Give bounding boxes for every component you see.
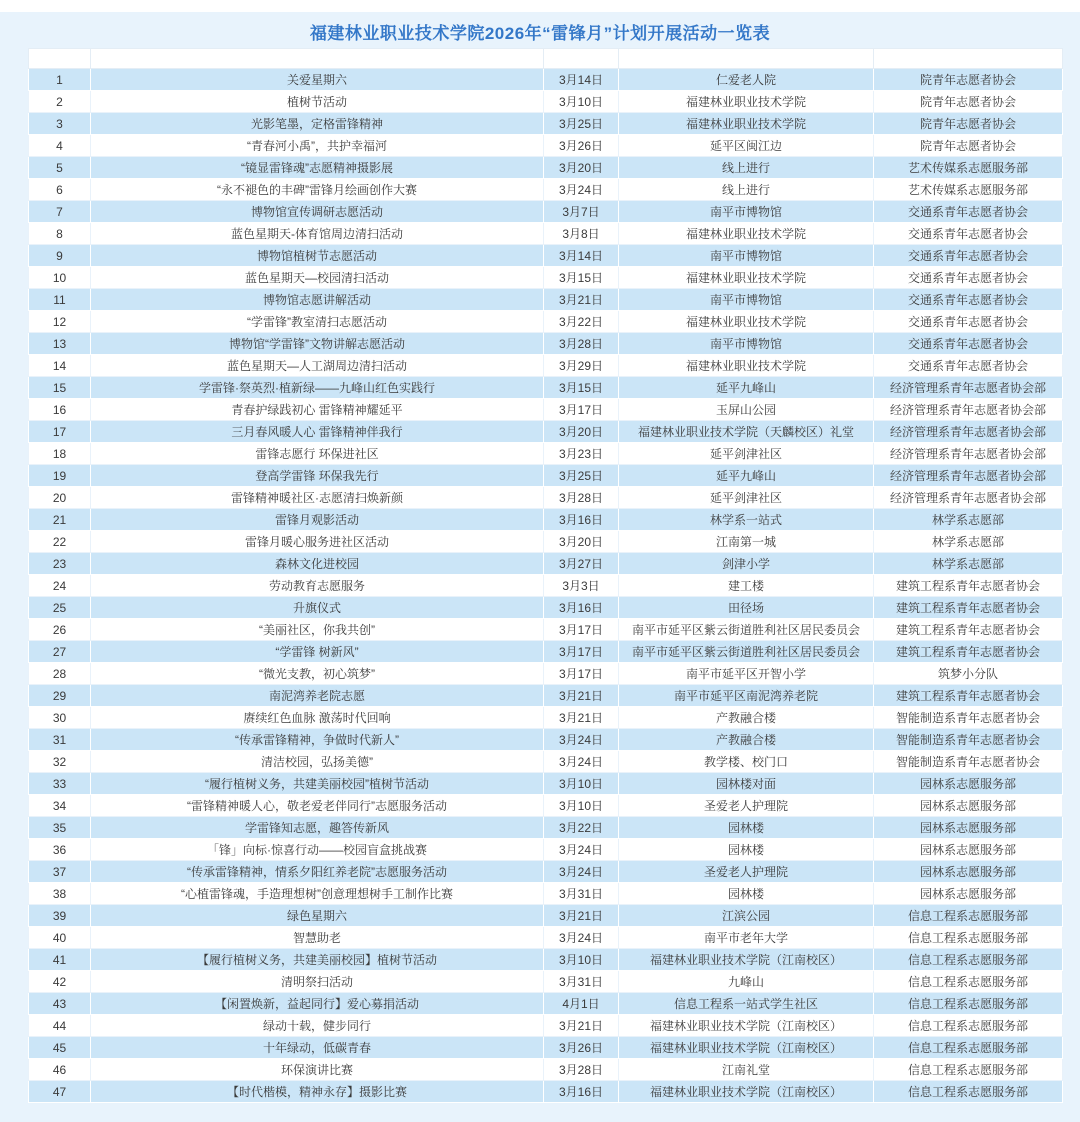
- row-number-cell: 32: [29, 751, 91, 773]
- activity-schedule-table: [28, 48, 1063, 1103]
- date-cell: 3月29日: [544, 355, 619, 377]
- table-row: [29, 113, 1063, 135]
- table-row: [29, 531, 1063, 553]
- date-cell: 3月17日: [544, 641, 619, 663]
- department-cell: 经济管理系青年志愿者协会部: [874, 421, 1063, 443]
- date-cell: 3月24日: [544, 751, 619, 773]
- table-row: [29, 817, 1063, 839]
- row-number-cell: 8: [29, 223, 91, 245]
- row-number-cell: 1: [29, 69, 91, 91]
- department-cell: 经济管理系青年志愿者协会部: [874, 465, 1063, 487]
- department-cell: 信息工程系志愿服务部: [874, 1015, 1063, 1037]
- date-cell: 3月14日: [544, 69, 619, 91]
- row-number-cell: 19: [29, 465, 91, 487]
- date-cell: 3月20日: [544, 421, 619, 443]
- row-number-cell: 46: [29, 1059, 91, 1081]
- table-row: [29, 1015, 1063, 1037]
- table-row: [29, 663, 1063, 685]
- activity-name-cell: 博物馆植树节志愿活动: [91, 245, 544, 267]
- date-cell: 3月31日: [544, 883, 619, 905]
- date-cell: 3月22日: [544, 311, 619, 333]
- row-number-cell: 39: [29, 905, 91, 927]
- activity-name-cell: 绿动十载，健步同行: [91, 1015, 544, 1037]
- table-row: [29, 487, 1063, 509]
- date-cell: 3月25日: [544, 113, 619, 135]
- department-cell: 林学系志愿部: [874, 553, 1063, 575]
- table-row: [29, 377, 1063, 399]
- location-cell: 九峰山: [619, 971, 874, 993]
- row-number-cell: 2: [29, 91, 91, 113]
- department-cell: 信息工程系志愿服务部: [874, 993, 1063, 1015]
- activity-name-cell: 蓝色星期天-体育馆周边清扫活动: [91, 223, 544, 245]
- location-cell: 延平剑津社区: [619, 487, 874, 509]
- location-cell: 延平区闽江边: [619, 135, 874, 157]
- activity-name-cell: 学雷锋知志愿，趣答传新风: [91, 817, 544, 839]
- activity-name-cell: 【闲置焕新，益起同行】爱心募捐活动: [91, 993, 544, 1015]
- row-number-cell: 47: [29, 1081, 91, 1103]
- location-cell: 南平市博物馆: [619, 201, 874, 223]
- location-cell: 南平市博物馆: [619, 289, 874, 311]
- table-row: [29, 971, 1063, 993]
- activity-name-cell: 赓续红色血脉 激荡时代回响: [91, 707, 544, 729]
- department-cell: 园林系志愿服务部: [874, 861, 1063, 883]
- location-cell: 南平市延平区开智小学: [619, 663, 874, 685]
- table-row: [29, 201, 1063, 223]
- department-cell: 信息工程系志愿服务部: [874, 1059, 1063, 1081]
- activity-name-cell: 三月春风暖人心 雷锋精神伴我行: [91, 421, 544, 443]
- department-cell: 园林系志愿服务部: [874, 795, 1063, 817]
- table-row: [29, 553, 1063, 575]
- table-row: [29, 685, 1063, 707]
- location-cell: 建工楼: [619, 575, 874, 597]
- activity-name-cell: 博物馆宣传调研志愿活动: [91, 201, 544, 223]
- date-cell: 3月16日: [544, 597, 619, 619]
- table-row: [29, 861, 1063, 883]
- activity-name-cell: 蓝色星期天—人工湖周边清扫活动: [91, 355, 544, 377]
- location-cell: 南平市延平区紫云街道胜利社区居民委员会: [619, 619, 874, 641]
- department-cell: 建筑工程系青年志愿者协会: [874, 641, 1063, 663]
- location-cell: 圣爱老人护理院: [619, 795, 874, 817]
- row-number-cell: 37: [29, 861, 91, 883]
- department-cell: 信息工程系志愿服务部: [874, 905, 1063, 927]
- department-cell: 艺术传媒系志愿服务部: [874, 157, 1063, 179]
- department-cell: 交通系青年志愿者协会: [874, 289, 1063, 311]
- activity-name-cell: 登高学雷锋 环保我先行: [91, 465, 544, 487]
- activity-name-cell: 青春护绿践初心 雷锋精神耀延平: [91, 399, 544, 421]
- department-cell: 园林系志愿服务部: [874, 839, 1063, 861]
- activity-name-cell: 雷锋月暖心服务进社区活动: [91, 531, 544, 553]
- location-cell: 福建林业职业技术学院: [619, 223, 874, 245]
- location-cell: 产教融合楼: [619, 729, 874, 751]
- date-cell: 3月24日: [544, 839, 619, 861]
- row-number-cell: 25: [29, 597, 91, 619]
- row-number-cell: 22: [29, 531, 91, 553]
- date-cell: 3月22日: [544, 817, 619, 839]
- activity-name-cell: 雷锋月观影活动: [91, 509, 544, 531]
- department-cell: 筑梦小分队: [874, 663, 1063, 685]
- date-cell: 3月20日: [544, 531, 619, 553]
- table-row: [29, 157, 1063, 179]
- table-row: [29, 289, 1063, 311]
- activity-name-cell: 博物馆“学雷锋”文物讲解志愿活动: [91, 333, 544, 355]
- row-number-cell: 24: [29, 575, 91, 597]
- location-cell: 福建林业职业技术学院（江南校区）: [619, 1037, 874, 1059]
- row-number-cell: 35: [29, 817, 91, 839]
- table-row: [29, 1037, 1063, 1059]
- department-cell: 林学系志愿部: [874, 509, 1063, 531]
- location-cell: 江南第一城: [619, 531, 874, 553]
- activity-name-cell: 雷锋精神暖社区·志愿清扫焕新颜: [91, 487, 544, 509]
- department-cell: 交通系青年志愿者协会: [874, 223, 1063, 245]
- department-cell: 交通系青年志愿者协会: [874, 267, 1063, 289]
- location-cell: 南平市延平区南泥湾养老院: [619, 685, 874, 707]
- location-cell: 信息工程系一站式学生社区: [619, 993, 874, 1015]
- row-number-cell: 21: [29, 509, 91, 531]
- table-row: [29, 949, 1063, 971]
- row-number-cell: 45: [29, 1037, 91, 1059]
- table-row: [29, 927, 1063, 949]
- date-cell: 3月31日: [544, 971, 619, 993]
- row-number-cell: 38: [29, 883, 91, 905]
- activity-name-cell: 关爱星期六: [91, 69, 544, 91]
- date-cell: 3月26日: [544, 135, 619, 157]
- location-cell: 福建林业职业技术学院: [619, 113, 874, 135]
- department-cell: 艺术传媒系志愿服务部: [874, 179, 1063, 201]
- row-number-cell: 4: [29, 135, 91, 157]
- activity-name-cell: 植树节活动: [91, 91, 544, 113]
- table-row: [29, 773, 1063, 795]
- location-cell: 玉屏山公园: [619, 399, 874, 421]
- department-cell: 信息工程系志愿服务部: [874, 949, 1063, 971]
- row-number-cell: 27: [29, 641, 91, 663]
- location-cell: 圣爱老人护理院: [619, 861, 874, 883]
- department-cell: 交通系青年志愿者协会: [874, 333, 1063, 355]
- date-cell: 3月28日: [544, 333, 619, 355]
- activity-name-cell: “学雷锋”教室清扫志愿活动: [91, 311, 544, 333]
- date-cell: 3月28日: [544, 1059, 619, 1081]
- location-cell: 剑津小学: [619, 553, 874, 575]
- date-cell: 3月28日: [544, 487, 619, 509]
- location-cell: 田径场: [619, 597, 874, 619]
- row-number-cell: 29: [29, 685, 91, 707]
- location-cell: 福建林业职业技术学院: [619, 267, 874, 289]
- department-cell: 智能制造系青年志愿者协会: [874, 729, 1063, 751]
- department-cell: 院青年志愿者协会: [874, 113, 1063, 135]
- row-number-cell: 43: [29, 993, 91, 1015]
- activity-name-cell: 升旗仪式: [91, 597, 544, 619]
- activity-name-cell: 智慧助老: [91, 927, 544, 949]
- activity-name-cell: 学雷锋·祭英烈·植新绿——九峰山红色实践行: [91, 377, 544, 399]
- activity-name-cell: “雷锋精神暖人心，敬老爱老伴同行”志愿服务活动: [91, 795, 544, 817]
- date-cell: 3月17日: [544, 663, 619, 685]
- table-row: [29, 1081, 1063, 1103]
- department-cell: 园林系志愿服务部: [874, 883, 1063, 905]
- date-cell: 3月23日: [544, 443, 619, 465]
- row-number-cell: 42: [29, 971, 91, 993]
- table-row: [29, 399, 1063, 421]
- row-number-cell: 10: [29, 267, 91, 289]
- date-cell: 3月24日: [544, 729, 619, 751]
- date-cell: 3月20日: [544, 157, 619, 179]
- department-cell: 信息工程系志愿服务部: [874, 1081, 1063, 1103]
- table-row: [29, 509, 1063, 531]
- table-row: [29, 575, 1063, 597]
- table-body: [29, 69, 1063, 1103]
- date-cell: 3月17日: [544, 619, 619, 641]
- header-cell-number: [29, 49, 91, 69]
- location-cell: 延平九峰山: [619, 377, 874, 399]
- location-cell: 福建林业职业技术学院: [619, 91, 874, 113]
- activity-name-cell: 绿色星期六: [91, 905, 544, 927]
- row-number-cell: 34: [29, 795, 91, 817]
- table-row: [29, 905, 1063, 927]
- row-number-cell: 3: [29, 113, 91, 135]
- department-cell: 院青年志愿者协会: [874, 135, 1063, 157]
- table-row: [29, 69, 1063, 91]
- header-cell-date: [544, 49, 619, 69]
- table-row: [29, 465, 1063, 487]
- table-row: [29, 619, 1063, 641]
- date-cell: 3月21日: [544, 685, 619, 707]
- date-cell: 3月15日: [544, 377, 619, 399]
- date-cell: 3月24日: [544, 861, 619, 883]
- department-cell: 交通系青年志愿者协会: [874, 311, 1063, 333]
- location-cell: 福建林业职业技术学院（天麟校区）礼堂: [619, 421, 874, 443]
- department-cell: 智能制造系青年志愿者协会: [874, 751, 1063, 773]
- row-number-cell: 28: [29, 663, 91, 685]
- row-number-cell: 36: [29, 839, 91, 861]
- row-number-cell: 11: [29, 289, 91, 311]
- location-cell: 延平九峰山: [619, 465, 874, 487]
- table-row: [29, 267, 1063, 289]
- department-cell: 信息工程系志愿服务部: [874, 927, 1063, 949]
- table-row: [29, 333, 1063, 355]
- location-cell: 产教融合楼: [619, 707, 874, 729]
- date-cell: 3月21日: [544, 1015, 619, 1037]
- table-row: [29, 421, 1063, 443]
- location-cell: 线上进行: [619, 179, 874, 201]
- row-number-cell: 23: [29, 553, 91, 575]
- location-cell: 江南礼堂: [619, 1059, 874, 1081]
- date-cell: 3月24日: [544, 927, 619, 949]
- location-cell: 福建林业职业技术学院（江南校区）: [619, 1015, 874, 1037]
- department-cell: 信息工程系志愿服务部: [874, 971, 1063, 993]
- row-number-cell: 18: [29, 443, 91, 465]
- department-cell: 信息工程系志愿服务部: [874, 1037, 1063, 1059]
- row-number-cell: 41: [29, 949, 91, 971]
- date-cell: 3月7日: [544, 201, 619, 223]
- activity-name-cell: 雷锋志愿行 环保进社区: [91, 443, 544, 465]
- department-cell: 院青年志愿者协会: [874, 69, 1063, 91]
- department-cell: 园林系志愿服务部: [874, 773, 1063, 795]
- activity-name-cell: 「锋」向标·惊喜行动——校园盲盒挑战赛: [91, 839, 544, 861]
- date-cell: 3月26日: [544, 1037, 619, 1059]
- date-cell: 3月14日: [544, 245, 619, 267]
- date-cell: 3月27日: [544, 553, 619, 575]
- date-cell: 3月3日: [544, 575, 619, 597]
- table-row: [29, 135, 1063, 157]
- activity-name-cell: “履行植树义务，共建美丽校园”植树节活动: [91, 773, 544, 795]
- date-cell: 3月24日: [544, 179, 619, 201]
- row-number-cell: 15: [29, 377, 91, 399]
- header-cell-location: [619, 49, 874, 69]
- location-cell: 江滨公园: [619, 905, 874, 927]
- table-row: [29, 223, 1063, 245]
- row-number-cell: 40: [29, 927, 91, 949]
- activity-name-cell: 森林文化进校园: [91, 553, 544, 575]
- header-cell-department: [874, 49, 1063, 69]
- location-cell: 园林楼: [619, 839, 874, 861]
- location-cell: 园林楼对面: [619, 773, 874, 795]
- location-cell: 南平市延平区紫云街道胜利社区居民委员会: [619, 641, 874, 663]
- table-row: [29, 839, 1063, 861]
- department-cell: 智能制造系青年志愿者协会: [874, 707, 1063, 729]
- department-cell: 经济管理系青年志愿者协会部: [874, 487, 1063, 509]
- activity-name-cell: 清洁校园，弘扬美德”: [91, 751, 544, 773]
- row-number-cell: 7: [29, 201, 91, 223]
- table-row: [29, 179, 1063, 201]
- location-cell: 南平市老年大学: [619, 927, 874, 949]
- date-cell: 3月16日: [544, 1081, 619, 1103]
- activity-name-cell: “美丽社区，你我共创”: [91, 619, 544, 641]
- activity-name-cell: 博物馆志愿讲解活动: [91, 289, 544, 311]
- date-cell: 3月21日: [544, 905, 619, 927]
- activity-name-cell: 【履行植树义务，共建美丽校园】植树节活动: [91, 949, 544, 971]
- row-number-cell: 14: [29, 355, 91, 377]
- row-number-cell: 30: [29, 707, 91, 729]
- header-cell-activity: [91, 49, 544, 69]
- date-cell: 3月16日: [544, 509, 619, 531]
- table-row: [29, 91, 1063, 113]
- activity-name-cell: 南泥湾养老院志愿: [91, 685, 544, 707]
- department-cell: 建筑工程系青年志愿者协会: [874, 597, 1063, 619]
- activity-name-cell: “心植雷锋魂，手造理想树”创意理想树手工制作比赛: [91, 883, 544, 905]
- activity-name-cell: 劳动教育志愿服务: [91, 575, 544, 597]
- date-cell: 3月21日: [544, 289, 619, 311]
- table-header: [29, 49, 1063, 69]
- location-cell: 福建林业职业技术学院: [619, 311, 874, 333]
- location-cell: 延平剑津社区: [619, 443, 874, 465]
- date-cell: 3月17日: [544, 399, 619, 421]
- table-row: [29, 597, 1063, 619]
- activity-name-cell: “传承雷锋精神，情系夕阳红养老院”志愿服务活动: [91, 861, 544, 883]
- location-cell: 福建林业职业技术学院（江南校区）: [619, 1081, 874, 1103]
- table-row: [29, 883, 1063, 905]
- activity-name-cell: “青春河小禹”，共护幸福河: [91, 135, 544, 157]
- department-cell: 建筑工程系青年志愿者协会: [874, 619, 1063, 641]
- table-row: [29, 707, 1063, 729]
- department-cell: 经济管理系青年志愿者协会部: [874, 443, 1063, 465]
- activity-name-cell: “学雷锋 树新风”: [91, 641, 544, 663]
- table-row: [29, 443, 1063, 465]
- row-number-cell: 16: [29, 399, 91, 421]
- department-cell: 经济管理系青年志愿者协会部: [874, 399, 1063, 421]
- location-cell: 园林楼: [619, 817, 874, 839]
- table-row: [29, 795, 1063, 817]
- activity-name-cell: 【时代楷模，精神永存】摄影比赛: [91, 1081, 544, 1103]
- activity-name-cell: “微光支教，初心筑梦”: [91, 663, 544, 685]
- activity-name-cell: 环保演讲比赛: [91, 1059, 544, 1081]
- department-cell: 院青年志愿者协会: [874, 91, 1063, 113]
- table-row: [29, 751, 1063, 773]
- row-number-cell: 13: [29, 333, 91, 355]
- row-number-cell: 5: [29, 157, 91, 179]
- row-number-cell: 20: [29, 487, 91, 509]
- row-number-cell: 17: [29, 421, 91, 443]
- activity-name-cell: 光影笔墨，定格雷锋精神: [91, 113, 544, 135]
- table-row: [29, 245, 1063, 267]
- row-number-cell: 44: [29, 1015, 91, 1037]
- department-cell: 建筑工程系青年志愿者协会: [874, 685, 1063, 707]
- header-row: [29, 49, 1063, 69]
- activity-name-cell: “镜显雷锋魂”志愿精神摄影展: [91, 157, 544, 179]
- activity-name-cell: “传承雷锋精神，争做时代新人”: [91, 729, 544, 751]
- row-number-cell: 26: [29, 619, 91, 641]
- location-cell: 教学楼、校门口: [619, 751, 874, 773]
- location-cell: 南平市博物馆: [619, 245, 874, 267]
- date-cell: 3月10日: [544, 949, 619, 971]
- department-cell: 建筑工程系青年志愿者协会: [874, 575, 1063, 597]
- date-cell: 3月25日: [544, 465, 619, 487]
- row-number-cell: 6: [29, 179, 91, 201]
- department-cell: 林学系志愿部: [874, 531, 1063, 553]
- location-cell: 园林楼: [619, 883, 874, 905]
- location-cell: 南平市博物馆: [619, 333, 874, 355]
- activity-name-cell: 蓝色星期天—校园清扫活动: [91, 267, 544, 289]
- location-cell: 福建林业职业技术学院（江南校区）: [619, 949, 874, 971]
- table-row: [29, 993, 1063, 1015]
- date-cell: 3月10日: [544, 91, 619, 113]
- location-cell: 福建林业职业技术学院: [619, 355, 874, 377]
- row-number-cell: 31: [29, 729, 91, 751]
- date-cell: 3月10日: [544, 773, 619, 795]
- location-cell: 仁爱老人院: [619, 69, 874, 91]
- date-cell: 3月15日: [544, 267, 619, 289]
- department-cell: 经济管理系青年志愿者协会部: [874, 377, 1063, 399]
- activity-name-cell: 十年绿动，低碳青春: [91, 1037, 544, 1059]
- department-cell: 交通系青年志愿者协会: [874, 355, 1063, 377]
- location-cell: 线上进行: [619, 157, 874, 179]
- table-row: [29, 311, 1063, 333]
- date-cell: 3月8日: [544, 223, 619, 245]
- activity-name-cell: “永不褪色的丰碑”雷锋月绘画创作大赛: [91, 179, 544, 201]
- row-number-cell: 12: [29, 311, 91, 333]
- row-number-cell: 9: [29, 245, 91, 267]
- page-background: [0, 12, 1080, 1122]
- location-cell: 林学系一站式: [619, 509, 874, 531]
- table-row: [29, 1059, 1063, 1081]
- date-cell: 3月21日: [544, 707, 619, 729]
- activity-name-cell: 清明祭扫活动: [91, 971, 544, 993]
- department-cell: 交通系青年志愿者协会: [874, 201, 1063, 223]
- table-row: [29, 641, 1063, 663]
- row-number-cell: 33: [29, 773, 91, 795]
- page-title: 福建林业职业技术学院2026年“雷锋月”计划开展活动一览表: [309, 24, 771, 43]
- department-cell: 交通系青年志愿者协会: [874, 245, 1063, 267]
- date-cell: 3月10日: [544, 795, 619, 817]
- table-row: [29, 355, 1063, 377]
- date-cell: 4月1日: [544, 993, 619, 1015]
- table-row: [29, 729, 1063, 751]
- department-cell: 园林系志愿服务部: [874, 817, 1063, 839]
